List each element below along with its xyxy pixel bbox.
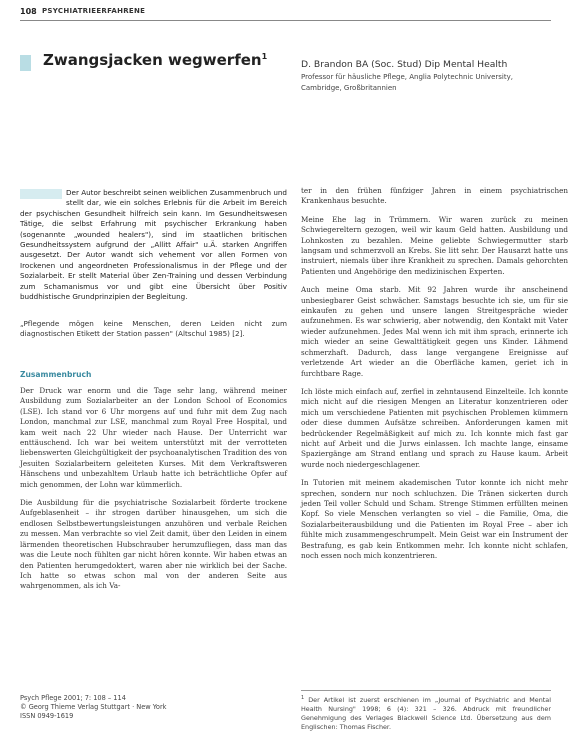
footnote-text: Der Artikel ist zuerst erschienen im „Journal of Psychiatric and Mental Health Nursing" 1998; 6 (4): 321 – 326. Abdruck mit freundlicher Genehmigung des Verlages Blackwell Science Ltd. Übersetzung aus dem Englischen: Thomas Fischer. <box>301 696 551 732</box>
footnote <box>301 694 551 732</box>
abstract-text: Der Autor beschreibt seinen weiblichen Zusammenbruch und stellt dar, wie ein solches Erlebnis für die Arbeit im Bereich der psychischen Gesundheit hilfreich sein kann. Im Gesundheitswesen Tätige, die selbst Erfahrung mit psychischer Erkrankung haben (sogenannte „wounded healers"), sind im staatlichen britischen Gesundheitssystem aufgrund der „Allitt Affair" u.Ä. starken Angriffen ausgesetzt. Der Autor wandt sich vehement vor allen Formen von Irockenen und angeordneten Professionalismus in der Pflege und der Sozialarbeit. Er stellt Material über Zen-Training und dessen Verbindung zum Schamanismus vor und gibt eine Übersicht über Positiv buddhistische Grundprinzipien der Begleitung. <box>20 188 287 302</box>
section-heading: Zusammenbruch <box>20 370 92 379</box>
page-header <box>20 6 551 20</box>
author-name: D. Brandon BA (Soc. Stud) Dip Mental Health <box>301 59 508 70</box>
footnote-rule <box>301 690 551 691</box>
title-accent-bar <box>20 55 31 71</box>
paragraph: ter in den frühen fünfziger Jahren in einem psychiatrischen Krankenhaus besuchte. <box>301 186 568 206</box>
abstract-highlight <box>20 189 62 199</box>
publisher-line: © Georg Thieme Verlag Stuttgart · New York <box>20 703 167 711</box>
paragraph: Ich löste mich einfach auf, zerfiel in zehntausend Einzelteile. Ich konnte mich nicht auf die riesigen Mengen an Literatur konzentrieren oder mich um verschiedene Patienten mit psychischen Problemen kümmern oder diese dummen Aufsätze schreiben. Anforderungen kamen mit bedrückender Regelmäßigkeit auf mich zu. Ich konnte mich fast gar nicht auf Arbeit und die Jurws einlassen. Ich machte lange, einsame Spaziergänge am Strand entlang und sprach zu Hause kaum. Arbeit wurde noch niedergeschlagener. <box>301 386 568 469</box>
left-column <box>20 386 287 600</box>
paragraph: In Tutorien mit meinem akademischen Tutor konnte ich nicht mehr sprechen, sondern nur noch schluchzen. Die Tränen sickerten durch jeden Teil voller Schuld und Scham. Strenge Stimmen erfüllten meinen Kopf. So viele Menschen verlangten so viel – die Familie, Oma, die Sozialarbeiterausbildung und die Patienten im Royal Free – aber ich fühlte mich zusammengeschrumpelt. Mein Geist war ein Instrument der Bestrafung, es gab kein Entkommen mehr. Ich konnte nicht schlafen, noch essen noch mich konzentrieren. <box>301 478 568 560</box>
footnote-mark: 1 <box>301 695 305 701</box>
header-rule <box>20 20 551 21</box>
paragraph: Die Ausbildung für die psychiatrische Sozialarbeit förderte trockene Aufgeblasenheit – ihr strogen darüber hinausgehen, um sich die endlosen Selbstbewertungsleistungen anzuhören und verbale Reichen zu messen. Man verbrachte so viel Zeit damit, über den Leiden in einem lärmenden theoretischen Hubschrauber herumzufliegen, dass man das was die Leute noch fühlten gar nicht hören konnte. Wir haben etwas an den Patienten herumgedoktert, waren aber nie wirklich bei der Sache. Ich hatte so etwas schon mal von der anderen Seite aus wahrgenommen, als ich Va- <box>20 498 287 591</box>
paragraph: Der Druck war enorm und die Tage sehr lang, während meiner Ausbildung zum Sozialarbeiter an der London School of Economics (LSE). Ich stand vor 6 Uhr morgens auf und fuhr mit dem Zug nach London, manchmal zur LSE, manchmal zum Royal Free Hospital, und kam weit nach 22 Uhr wieder nach Hause. Der Unterricht war enttäuschend. Ich war bei weitem unterstützt mit der verrotteten liebenswerten Gleichgültigkeit der psychoanalytischen Tradition des von Jesuiten Sozialarbeitern geleiteten Kurses. Mit dem Verkraftsweren Hänschens und unbezahltem Urlaub hatte ich beträchtliche Opfer auf mich genommen, der Lohn war kümmerlich. <box>20 386 287 489</box>
running-title: PSYCHIATRIEERFAHRENE <box>42 7 146 15</box>
epigraph-quote: „Pflegende mögen keine Menschen, deren Leiden nicht zum diagnostischen Etikett der Station passen" (Altschul 1985) [2]. <box>20 319 287 339</box>
paragraph: Auch meine Oma starb. Mit 92 Jahren wurde ihr anscheinend unbesiegbarer Geist schwächer. Samstags besuchte ich sie, um für sie einkaufen zu gehen und unsere langen Streitgespräche wieder aufzunehmen. Es war schwierig, aber notwendig, den Kontakt mit Vater wieder aufzunehmen. Jedes Mal wenn ich mit ihm sprach, erinnerte ich mich wieder an seine Gewalttätigkeit gegen uns Kinder. Lähmend schmerzhaft. Dadurch, dass lange vergangene Ereignisse auf verletzende Art wieder an die Oberfläche kamen, geriet ich in furchtbare Rage. <box>301 285 568 378</box>
abstract <box>20 188 287 302</box>
page-number: 108 <box>20 7 37 16</box>
title-footnote-mark: 1 <box>261 52 268 61</box>
article-title-text: Zwangsjacken wegwerfen <box>43 51 262 69</box>
journal-citation <box>20 694 166 721</box>
paragraph: Meine Ehe lag in Trümmern. Wir waren zurück zu meinen Schwiegereltern gezogen, weil wir kaum Geld hatten. Ausbildung und Lohnkosten zu bezahlen. Meine geliebte Schwiegermutter starb langsam und schmerzvoll an Krebs. Sie litt sehr. Der Hausarzt hatte uns instruiert, niemals über ihre Krankheit zu sprechen. Damals gehorchten Patienten und Angehörige den medizinischen Experten. <box>301 214 568 276</box>
article-title <box>43 51 267 69</box>
right-column <box>301 186 568 569</box>
author-affiliation: Professor für häusliche Pflege, Anglia Polytechnic University, Cambridge, Großbritannien <box>301 73 513 92</box>
journal-reference: Psych Pflege 2001; 7: 108 – 114 <box>20 694 126 702</box>
issn-line: ISSN 0949-1619 <box>20 712 74 720</box>
